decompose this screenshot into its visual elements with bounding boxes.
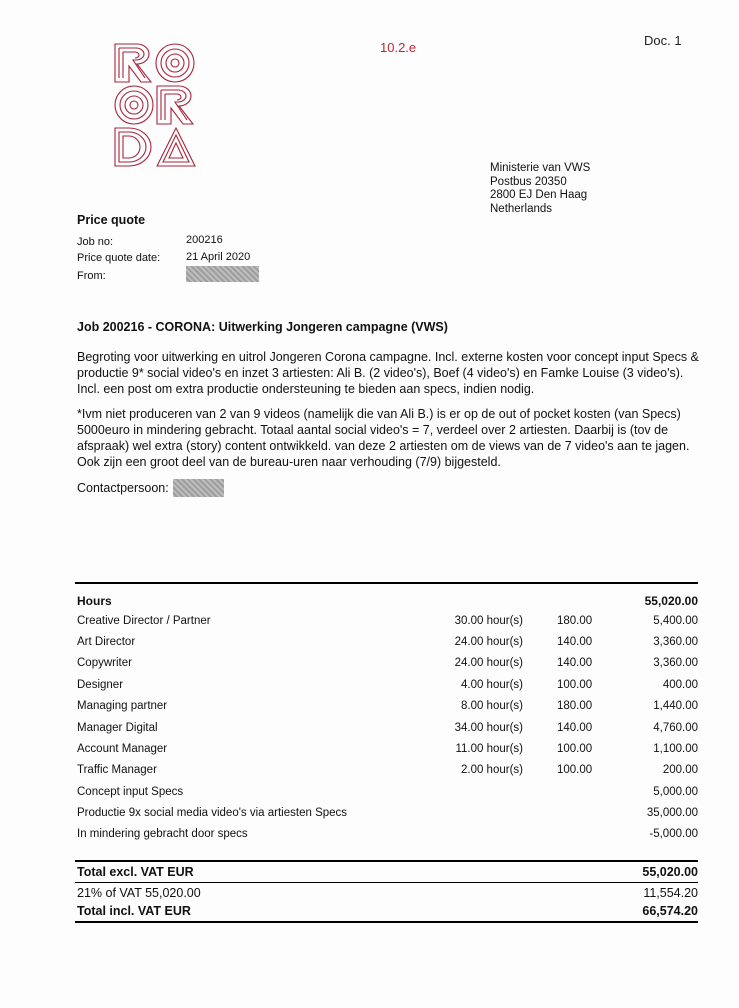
- row-amount: 200.00: [662, 764, 698, 776]
- row-amount: 400.00: [662, 679, 698, 691]
- table-row: [77, 615, 698, 635]
- stamp-code: 10.2.e: [380, 40, 417, 55]
- row-description: In mindering gebracht door specs: [77, 828, 248, 840]
- hours-title: Hours: [77, 594, 112, 608]
- row-rate: 180.00: [557, 700, 593, 712]
- table-row: [77, 679, 698, 699]
- row-amount: 1,100.00: [653, 743, 698, 755]
- row-amount: 5,400.00: [653, 615, 698, 627]
- row-rate: 100.00: [557, 679, 593, 691]
- table-row: [77, 743, 698, 763]
- row-amount: 3,360.00: [653, 636, 698, 648]
- row-rate: 100.00: [557, 743, 593, 755]
- row-quantity: 4.00 hour(s): [460, 679, 523, 691]
- table-top-rule: [75, 582, 698, 584]
- job-no-value: 200216: [186, 234, 223, 246]
- row-quantity: 11.00 hour(s): [455, 743, 523, 755]
- row-description: Account Manager: [77, 743, 168, 755]
- total-incl-label: Total incl. VAT EUR: [77, 904, 191, 918]
- redacted-from: [186, 266, 259, 282]
- row-description: Traffic Manager: [77, 764, 157, 776]
- totals-bottom-rule: [75, 921, 698, 923]
- row-amount: 3,360.00: [653, 657, 698, 669]
- row-rate: 140.00: [557, 722, 593, 734]
- total-incl-value: 66,574.20: [642, 904, 698, 918]
- table-row: [77, 828, 698, 848]
- company-logo: [113, 42, 197, 168]
- row-amount: -5,000.00: [649, 828, 698, 840]
- table-row: [77, 807, 698, 827]
- row-description: Art Director: [77, 636, 136, 648]
- table-row: [77, 764, 698, 784]
- totals-top-rule: [75, 860, 698, 862]
- row-description: Managing partner: [77, 700, 168, 712]
- table-row: [77, 700, 698, 720]
- table-row: [77, 636, 698, 656]
- row-amount: 4,760.00: [653, 722, 698, 734]
- row-description: Designer: [77, 679, 124, 691]
- table-row: [77, 657, 698, 677]
- contact-label: Contactpersoon:: [77, 481, 169, 495]
- row-amount: 1,440.00: [653, 700, 698, 712]
- from-label: From:: [77, 270, 106, 282]
- address-line: Ministerie van VWS: [490, 162, 591, 174]
- row-description: Productie 9x social media video's via artiesten Specs: [77, 807, 348, 819]
- date-label: Price quote date:: [77, 252, 161, 264]
- vat-value: 11,554.20: [643, 886, 698, 900]
- row-description: Copywriter: [77, 657, 132, 669]
- address-line: Netherlands: [490, 202, 553, 215]
- address-line: 2800 EJ Den Haag: [490, 189, 588, 201]
- quote-title: Price quote: [77, 213, 146, 227]
- row-rate: 180.00: [557, 615, 593, 627]
- row-amount: 35,000.00: [646, 807, 698, 819]
- row-quantity: 24.00 hour(s): [454, 657, 523, 669]
- description-paragraph: Begroting voor uitwerking en uitrol Jongeren Corona campagne. Incl. externe kosten voor concept input Specs & productie 9* social video's en inzet 3 artiesten: Ali B. (2 video's), Boef (4 video's) en Famke Louise (3 video's). Incl. een post om extra productie ondersteuning te bieden aan specs, indien nodig.: [77, 350, 699, 396]
- row-description: Creative Director / Partner: [77, 615, 211, 627]
- row-quantity: 30.00 hour(s): [454, 615, 523, 627]
- row-amount: 5,000.00: [653, 786, 698, 798]
- total-excl-value: 55,020.00: [642, 865, 698, 879]
- redacted-contact: [173, 479, 224, 497]
- row-description: Concept input Specs: [77, 786, 184, 798]
- address-line: Postbus 20350: [490, 175, 567, 188]
- hours-header-row: [77, 594, 698, 614]
- hours-total: 55,020.00: [644, 594, 698, 608]
- date-value: 21 April 2020: [186, 251, 251, 263]
- table-row: [77, 786, 698, 806]
- job-heading: Job 200216 - CORONA: Uitwerking Jongeren campagne (VWS): [77, 320, 448, 334]
- job-no-label: Job no:: [77, 236, 114, 248]
- row-quantity: 8.00 hour(s): [460, 700, 523, 712]
- row-quantity: 34.00 hour(s): [454, 722, 523, 734]
- row-quantity: 24.00 hour(s): [454, 636, 523, 648]
- recipient-address: [490, 162, 590, 216]
- row-description: Manager Digital: [77, 722, 158, 734]
- row-rate: 100.00: [557, 764, 593, 776]
- row-rate: 140.00: [557, 636, 593, 648]
- totals-mid-rule: [75, 882, 698, 883]
- total-excl-label: Total excl. VAT EUR: [77, 865, 194, 879]
- vat-label: 21% of VAT 55,020.00: [77, 886, 201, 900]
- row-rate: 140.00: [557, 657, 593, 669]
- row-quantity: 2.00 hour(s): [460, 764, 523, 776]
- adjustment-paragraph: *Ivm niet produceren van 2 van 9 videos (namelijk die van Ali B.) is er op de out of pocket kosten (van Specs) 5000euro in mindering gebracht. Totaal aantal social video's = 7, verdeel over 2 artiesten. Daarbij is (tov de afspraak) wel extra (story) content ontwikkeld. van deze 2 artiesten om de views van de 7 video's aan te jagen. Ook zijn een groot deel van de bureau-uren naar verhouding (7/9) bijgesteld.: [77, 407, 690, 469]
- table-row: [77, 722, 698, 742]
- document-number: Doc. 1: [644, 33, 682, 48]
